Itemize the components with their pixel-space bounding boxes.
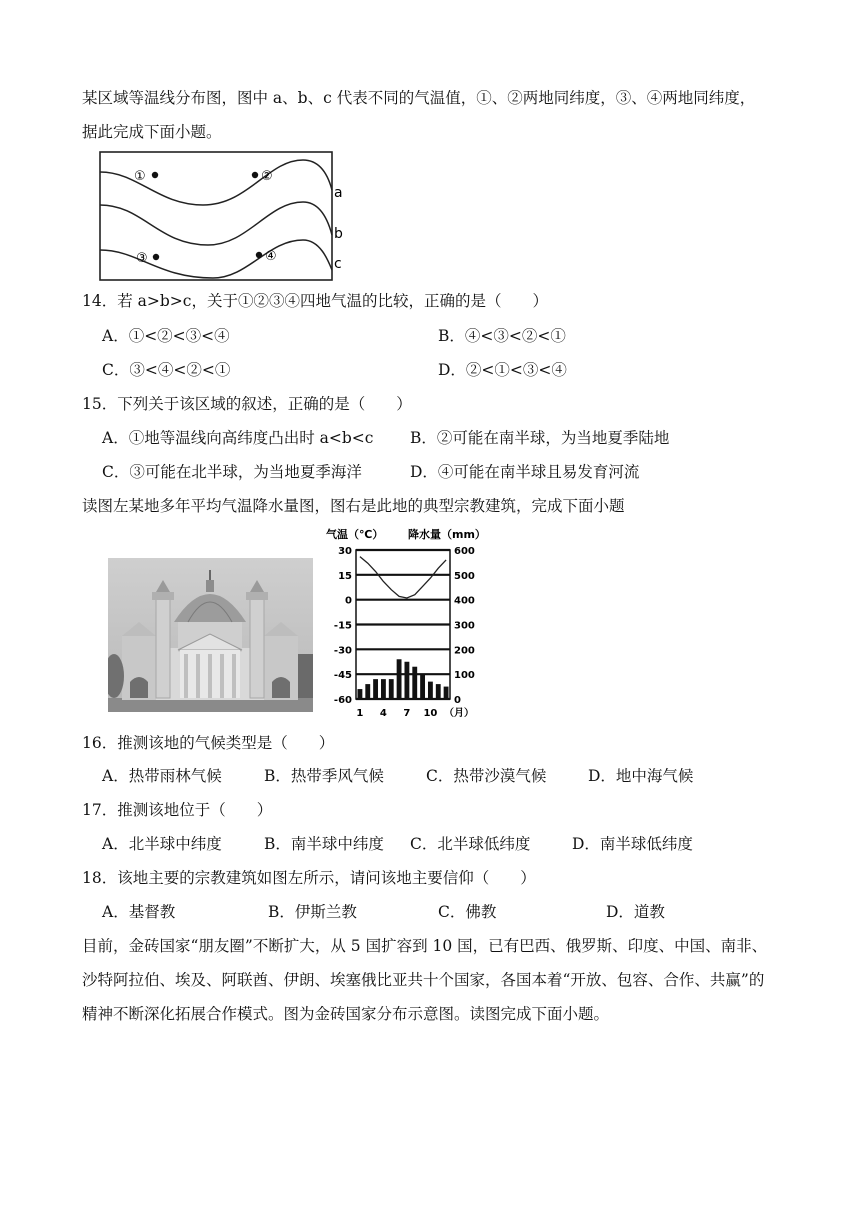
precip-bar [412,667,417,699]
month-tick-label: 1 [356,708,364,719]
q14-option-a[interactable]: A．①<②<③<④ [102,327,230,345]
intro-3-line-1: 目前，金砖国家“朋友圈”不断扩大，从 5 国扩容到 10 国，已有巴西、俄罗斯、印度、中国、南非、 [82,937,768,955]
q16-option-a[interactable]: A．热带雨林气候 [102,767,222,785]
intro-3-line-3: 精神不断深化拓展合作模式。图为金砖国家分布示意图。读图完成下面小题。 [82,1005,610,1023]
month-tick-label: 4 [379,708,387,719]
q18-option-b[interactable]: B．伊斯兰教 [268,903,357,921]
isotherm-c [100,240,332,278]
q15-option-b[interactable]: B．②可能在南半球，为当地夏季陆地 [410,429,670,447]
precip-tick-label: 500 [454,570,475,582]
q14-option-b[interactable]: B．④<③<②<① [438,327,566,345]
temp-tick-label: -30 [333,645,352,657]
precip-tick-label: 100 [454,670,475,682]
precip-tick-label: 400 [454,595,475,607]
precip-tick-label: 300 [454,620,475,632]
q15-option-c[interactable]: C．③可能在北半球，为当地夏季海洋 [102,463,362,481]
q14-option-d[interactable]: D．②<①<③<④ [438,361,567,379]
climate-chart [326,526,486,720]
q17-option-c[interactable]: C．北半球低纬度 [410,835,531,853]
precip-bar [357,689,362,699]
q15-option-d[interactable]: D．④可能在南半球且易发育河流 [410,463,640,481]
intro-2-text: 读图左某地多年平均气温降水量图，图右是此地的典型宗教建筑，完成下面小题 [82,497,625,515]
q15-stem: 15．下列关于该区域的叙述，正确的是（ ） [82,395,412,413]
precip-bar [381,679,386,699]
q18-option-c[interactable]: C．佛教 [438,903,497,921]
chart-x-unit: （月） [444,708,474,719]
point-1-label: ① [134,169,146,184]
precip-tick-label: 200 [454,645,475,657]
precip-bar [420,674,425,699]
precip-bar [389,679,394,699]
precip-bar [397,659,402,699]
q17-option-d[interactable]: D．南半球低纬度 [572,835,693,853]
q15-option-a[interactable]: A．①地等温线向高纬度凸出时 a<b<c [102,429,374,447]
temp-tick-label: 30 [338,546,352,557]
q16-stem: 16．推测该地的气候类型是（ ） [82,734,335,752]
point-4-dot [256,252,262,258]
point-4-label: ④ [265,249,277,264]
temp-tick-label: -15 [333,620,352,632]
q18-option-a[interactable]: A．基督教 [102,903,176,921]
q17-stem: 17．推测该地位于（ ） [82,801,273,819]
precip-bar [373,679,378,699]
month-tick-label: 7 [403,708,411,719]
temp-tick-label: 15 [338,570,352,582]
temp-tick-label: -45 [333,670,352,682]
precip-bar [365,684,370,699]
q14-stem: 14．若 a>b>c，关于①②③④四地气温的比较，正确的是（ ） [82,292,548,310]
month-tick-label: 10 [423,708,438,719]
precip-bar [428,682,433,699]
precip-bar [404,662,409,699]
point-2-dot [252,172,258,178]
line-b-label: b [334,226,343,242]
precip-tick-label: 600 [454,546,475,557]
q17-option-a[interactable]: A．北半球中纬度 [102,835,222,853]
line-c-label: c [334,256,342,272]
precip-tick-label: 0 [454,695,461,706]
q16-option-b[interactable]: B．热带季风气候 [264,767,384,785]
intro-text-line-2: 据此完成下面小题。 [82,123,222,141]
intro-text-line-1: 某区域等温线分布图，图中 a、b、c 代表不同的气温值，①、②两地同纬度，③、④两地同纬度， [82,89,756,107]
precip-bar [444,687,449,699]
q18-stem: 18．该地主要的宗教建筑如图左所示，请问该地主要信仰（ ） [82,869,536,887]
q17-option-b[interactable]: B．南半球中纬度 [264,835,384,853]
point-3-dot [153,254,159,260]
q14-option-c[interactable]: C．③<④<②<① [102,361,231,379]
point-1-dot [152,172,158,178]
temperature-line [360,557,446,598]
precip-bar [436,684,441,699]
intro-3-line-2: 沙特阿拉伯、埃及、阿联酋、伊朗、埃塞俄比亚共十个国家，各国本着“开放、包容、合作、共赢”的 [82,971,765,989]
chart-left-title: 气温（℃） [326,528,384,541]
q16-option-c[interactable]: C．热带沙漠气候 [426,767,547,785]
isotherm-map [98,150,360,282]
chart-right-title: 降水量（mm） [408,528,486,541]
q18-option-d[interactable]: D．道教 [606,903,665,921]
point-3-label: ③ [136,251,148,266]
isotherm-b [100,202,332,245]
temp-tick-label: 0 [345,595,352,607]
line-a-label: a [334,185,343,201]
church-photo [108,558,313,712]
point-2-label: ② [261,169,273,184]
temp-tick-label: -60 [333,695,352,706]
q16-option-d[interactable]: D．地中海气候 [588,767,694,785]
